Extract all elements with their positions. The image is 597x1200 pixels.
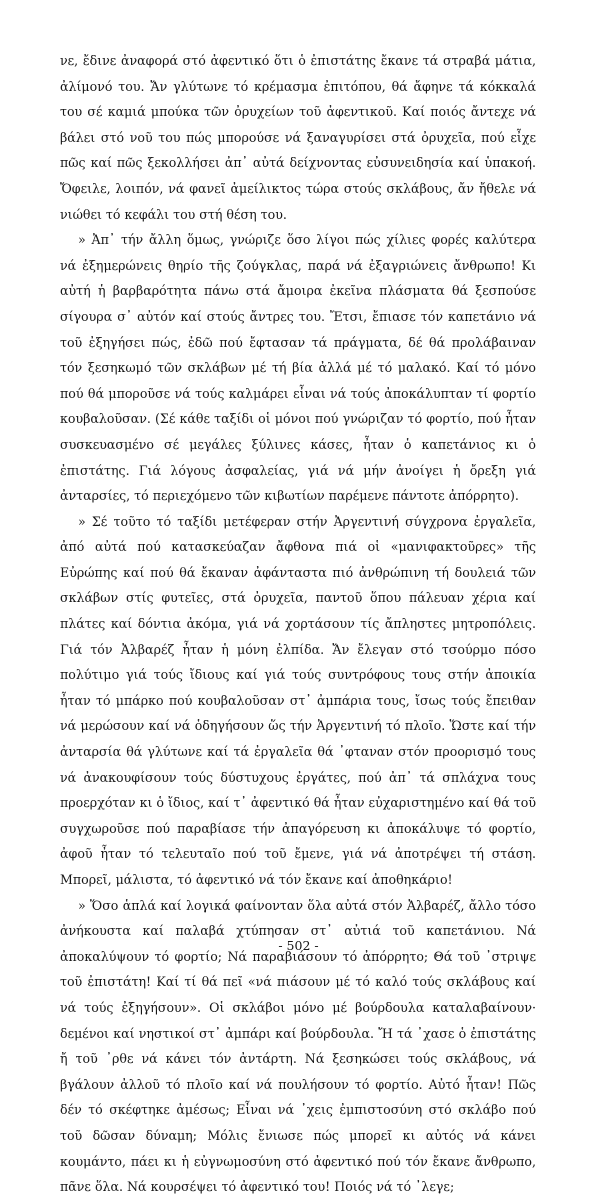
page-body [60,48,536,1200]
paragraph-2: » Ἀπ᾿ τήν ἄλλη ὅμως, γνώριζε ὅσο λίγοι πώς χίλιες φορές καλύτερα νά ἐξημερώνεις θηρίο τῆς ζούγκλας, παρά νά ἐξαγριώνεις ἄνθρωπο! Κι αὐτή ἡ βαρβαρότητα πάνω στά ἄμοιρα ἐκεῖνα πλάσματα θά ξεσπούσε σίγουρα σ᾿ αὐτόν καί στούς ἄντρες του. Ἔτσι, ἔπιασε τόν καπετάνιο νά τοῦ ἐξηγήσει πώς, ἐδῶ πού ἔφτασαν τά πράγματα, δέ θά προλάβαιναν τόν ξεσηκωμό τῶν σκλάβων μέ τή βία ἀλλά μέ τό μαλακό. Καί τό μόνο πού θά μποροῦσε νά τούς καλμάρει εἶναι νά τούς ἀποκάλυπταν τί φορτίο κουβαλοῦσαν. (Σέ κάθε ταξίδι οἱ μόνοι πού γνώριζαν τό φορτίο, πού ἦταν συσκευασμένο σέ μεγάλες ξύλινες κάσες, ἦταν ὁ καπετάνιος κι ὁ ἐπιστάτης. Γιά λόγους ἀσφαλείας, γιά νά μήν ἀνοίγει ἡ ὄρεξη γιά ἀνταρσίες, τό περιεχόμενο τῶν κιβωτίων παρέμενε πάντοτε ἀπόρρητο). [60,232,536,504]
page-number: - 502 - [278,938,319,953]
paragraph-4: » Ὅσο ἁπλά καί λογικά φαίνονταν ὅλα αὐτά στόν Ἀλβαρέζ, ἄλλο τόσο ἀνήκουστα καί παλαβά χτύπησαν στ᾿ αὐτιά τοῦ καπετάνιου. Νά ἀποκαλύψουν τό φορτίο; Νά παραβιάσουν τό ἀπόρρητο; Θά τοῦ ᾿στριψε τοῦ ἐπιστάτη! Καί τί θά πεῖ «νά πιάσουν μέ τό καλό τούς σκλάβους καί νά τούς ἐξηγήσουν». Οἱ σκλάβοι μόνο μέ βούρδουλα καταλαβαίνουν· δεμένοι καί νηστικοί στ᾿ ἀμπάρι καί βούρδουλα. Ἤ τά ᾿χασε ὁ ἐπιστάτης ἤ τοῦ ᾿ρθε νά κάνει τόν ἀντάρτη. Νά ξεσηκώσει τούς σκλάβους, νά βγάλουν ἀλλοῦ τό πλοῖο καί νά πουλήσουν τό φορτίο. Αὐτό ἦταν! Πῶς δέν τό σκέφτηκε ἀμέσως; Εἶναι νά ᾿χεις ἐμπιστοσύνη στό σκλάβο πού τοῦ δῶσαν δύναμη; Μόλις ἔνιωσε πώς μπορεῖ κι αὐτός νά κάνει κουμάντο, πάει κι ἡ εὐγνωμοσύνη στό ἀφεντικό πού τόν ἔκανε ἄνθρωπο, πᾶνε ὅλα. Νά κουρσέψει τό ἀφεντικό του! Ποιός νά τό ᾿λεγε; [60,897,536,1195]
paragraph-3: » Σέ τοῦτο τό ταξίδι μετέφεραν στήν Ἀργεντινή σύγχρονα ἐργαλεῖα, ἀπό αὐτά πού κατασκεύαζαν ἄφθονα πιά οἱ «μανιφακτοῦρες» τῆς Εὐρώπης καί πού θά ἔκαναν ἀφάνταστα πιό ἀνθρώπινη τή δουλειά τῶν σκλάβων στίς φυτεῖες, στά ὀρυχεῖα, παντοῦ ὅπου πάλευαν χέρια καί πλάτες καί δόντια ἀκόμα, γιά νά χορτάσουν τίς ἄπληστες μητροπόλεις. Γιά τόν Ἀλβαρέζ ἦταν ἡ μόνη ἐλπίδα. Ἄν ἔλεγαν στό τσούρμο πόσο πολύτιμο γιά τούς ἴδιους καί γιά τούς συντρόφους τους στήν ἀποικία ἦταν τό μπάρκο πού κουβαλοῦσαν στ᾿ ἀμπάρια τους, ἴσως τούς ἔπειθαν νά μερώσουν καί νά ὁδηγήσουν ὥς τήν Ἀργεντινή τό πλοῖο. Ὥστε καί τήν ἀνταρσία θά γλύτωνε καί τά ἐργαλεῖα θά ᾿φταναν στόν προορισμό τους νά ἀνακουφίσουν τούς δύστυχους ἐργάτες, πού ἀπ᾿ τά σπλάχνα τους προερχόταν κι ὁ ἴδιος, καί τ᾿ ἀφεντικό θά ἦταν εὐχαριστημένο καί θά τοῦ συγχωροῦσε πού παραβίασε τήν ἀπαγόρευση κι ἀποκάλυψε τό φορτίο, ἀφοῦ ἦταν τό τελευταῖο πού τοῦ ἔμενε, γιά νά ἀποτρέψει τή στάση. Μπορεῖ, μάλιστα, τό ἀφεντικό νά τόν ἔκανε καί ἀποθηκάριο! [60,513,536,887]
paragraph-1: νε, ἔδινε ἀναφορά στό ἀφεντικό ὅτι ὁ ἐπιστάτης ἔκανε τά στραβά μάτια, ἀλίμονό του. Ἄν γλύτωνε τό κρέμασμα ἐπιτόπου, θά ἄφηνε τά κόκκαλά του σέ καμιά μπούκα τῶν ὀρυχείων τοῦ ἀφεντικοῦ. Καί ποιός ἄντεχε νά βάλει στό νοῦ του πώς μπορούσε νά ξαναγυρίσει στά ὀρυχεῖα, πού εἶχε πῶς καί πῶς ξεκολλήσει ἀπ᾿ αὐτά δείχνοντας εὐσυνειδησία καί ὑπακοή. Ὄφειλε, λοιπόν, νά φανεῖ ἀμείλικτος τώρα στούς σκλάβους, ἄν ἤθελε νά νιώθει τό κεφάλι του στή θέση του. [60,53,536,222]
